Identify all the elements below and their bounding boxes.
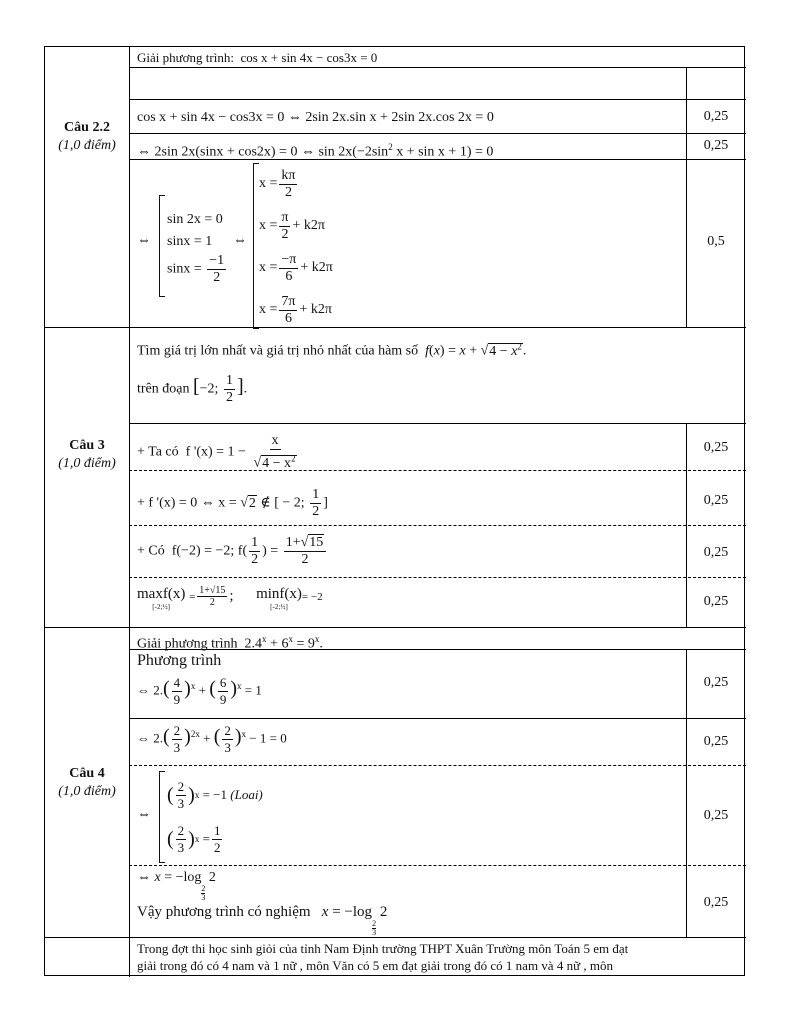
column-divider-left <box>129 47 130 977</box>
q5-text: Trong đợt thi học sinh giỏi của tỉnh Nam Định trường THPT Xuân Trường môn Toán 5 em đạt giải trong đó có 4 nam và 1 nữ , môn Văn có 5 em đạt giải trong đó có 1 nam và 4 nữ , môn <box>137 941 629 973</box>
q22-system <box>167 209 228 286</box>
q3-score2: 0,25 <box>703 493 729 508</box>
q22-score3: 0,5 <box>707 234 725 249</box>
q3-step2: + f '(x) = 0 ⇔ x = √2 ∉ [ − 2; $\frac{1}{2}$ ] <box>137 487 328 519</box>
question-label-q3: Câu 3 (1,0 điểm) <box>58 438 116 471</box>
row-line <box>129 133 746 134</box>
q22-prompt: Giải phương trình: cos x + sin 4x − cos3x = 0 <box>137 50 378 65</box>
q3-step1: + Ta có f '(x) = 1 − $\frac{x}{√4 - x^2}$ <box>137 433 296 471</box>
row-line <box>129 718 746 719</box>
question-label-q4: Câu 4 (1,0 điểm) <box>58 766 116 799</box>
brace-q4 <box>159 771 165 863</box>
q3-score3: 0,25 <box>703 545 729 560</box>
brace-left <box>159 195 165 297</box>
q4-score2: 0,25 <box>703 734 729 749</box>
row-line <box>129 525 746 526</box>
q22-score2: 0,25 <box>703 138 729 153</box>
q4-conclusion: Vậy phương trình có nghiệm x = −log $_{\frac{2}{3}}$ 2 <box>137 904 388 937</box>
q3-step3: + Có f(−2) = −2; f( $\frac{1}{2}$ ) = $\frac{1+√15}{2}$ <box>137 535 328 568</box>
row-line <box>129 865 746 866</box>
row-line <box>129 577 746 578</box>
q4-prompt: Giải phương trình $2.4^x + 6^x = 9^x$. <box>137 634 323 652</box>
q4-step4: ⇔ x = −log $_{\frac{2}{3}}$ 2 <box>137 870 216 902</box>
q4-line1: Phương trình <box>137 652 222 669</box>
q3-step4: maxf(x) [-2;½] = $\frac{1+√15}{2}$ ; minf(x) [-2;½] = −2 <box>137 585 323 611</box>
answer-table: Câu 2.2 (1,0 điểm) Giải phương trình: cos x + sin 4x − cos3x = 0 cos x + sin 4x − cos3x = 0 ⇔ 2sin 2x.sin x + 2sin 2x.cos 2x = 0 0,25 ⇔ 2sin 2x(sinx + cos2x) = 0 ⇔ $\sin 2x(-2\sin^2$ x + sin x + 1) = 0 0,25 ⇔ sin 2x = 0 sinx = 1 sinx = $\frac{-1}{2}$ ⇔ x = $\frac{k\pi}{2}$ x = $\frac{\pi}{2}$ + k2π x = $\frac{-\pi}{6}$ + k2π x = $\frac{7\pi}{6}$ + k2π 0,5 Câu 3 (1,0 điểm) Tìm giá trị lớn nhất và giá trị nhỏ nhất của hàm số $f(x) = x + √4 - x^2$. trên đoạn [−2; $\frac{1}{2}$ ]. + Ta có f '(x) = 1 − $\frac{x}{√4 - x^2}$ 0,25 + f '(x) = 0 ⇔ x = √2 ∉ [ − 2; $\frac{1}{2}$ ] 0,25 + Có f(−2) = −2; f( $\frac{1}{2}$ ) = $\frac{1+√15}{2}$ 0,25 maxf(x) [-2;½] = $\frac{1+√15}{2}$ ; minf(x) [-2;½] = −2 0,25 Câu 4 (1,0 điểm) Giải phương trình $2.4^x + 6^x = 9^x$. Phương trình ⇔ 2.( $\frac{4}{9}$ )$^x$ + ( $\frac{6}{9}$ )$^x$ = 1 0,25 ⇔ 2.( $\frac{2}{3}$ )$^{2x}$ + ( $\frac{2}{3}$ )$^x$ − 1 = 0 0,25 ⇔ ( $\frac{2}{3}$ ) x = −1 (Loai) ( $\frac{2}{3}$ ) x = $\frac{1}{2}$ 0,25 ⇔ x = −log $_{\frac{2}{3}}$ 2 Vậy phương trình có nghiệm x = −log $_{\frac{2}{3}}$ 2 0,25 Trong đợt thi học sinh giỏi của tỉnh Nam Định trường THPT Xuân Trường môn Toán 5 em đạt giải trong đó có 4 nam và 1 nữ , môn Văn có 5 em đạt giải trong đó có 1 nam và 4 nữ , môn <box>44 46 745 976</box>
q4-score3: 0,25 <box>703 808 729 823</box>
q3-interval: trên đoạn [−2; $\frac{1}{2}$ ]. <box>137 373 248 405</box>
row-line <box>129 67 746 68</box>
q22-solutions: x = $\frac{k\pi}{2}$ x = $\frac{\pi}{2}$ + k2π x = $\frac{-\pi}{6}$ + k2π x = $\frac{7\pi}{6}$ + k2π <box>259 167 333 326</box>
q4-step3: ( $\frac{2}{3}$ ) x = −1 (Loai) ( $\frac{2}{3}$ ) x = $\frac{1}{2}$ <box>167 778 263 855</box>
row-line <box>129 423 746 424</box>
section-line <box>45 627 746 628</box>
q4-step1: ⇔ 2.( $\frac{4}{9}$ )$^x$ + ( $\frac{6}{9}$ )$^x$ = 1 <box>137 675 262 707</box>
row-line <box>129 99 746 100</box>
question-label-q22: Câu 2.2 (1,0 điểm) <box>58 120 116 153</box>
row-line <box>129 765 746 766</box>
column-divider-score-q4 <box>686 649 687 937</box>
section-line <box>45 327 746 328</box>
q3-prompt: Tìm giá trị lớn nhất và giá trị nhỏ nhất của hàm số $f(x) = x + √4 - x^2$. <box>137 341 527 359</box>
q22-sys-1: sin 2x = 0 <box>167 212 223 227</box>
section-line <box>45 937 746 938</box>
q4-score4: 0,25 <box>703 895 729 910</box>
q22-step1: cos x + sin 4x − cos3x = 0 ⇔ 2sin 2x.sin x + 2sin 2x.cos 2x = 0 <box>137 110 494 125</box>
q22-step2: ⇔ 2sin 2x(sinx + cos2x) = 0 ⇔ $\sin 2x(-2\sin^2$ x + sin x + 1) = 0 <box>137 142 494 160</box>
q3-score1: 0,25 <box>703 440 729 455</box>
q22-sys-2: sinx = 1 <box>167 234 213 249</box>
column-divider-score-q22 <box>686 67 687 327</box>
q22-score1: 0,25 <box>703 109 729 124</box>
q4-step2: ⇔ 2.( $\frac{2}{3}$ )$^{2x}$ + ( $\frac{2}{3}$ )$^x$ − 1 = 0 <box>137 723 287 755</box>
q4-score1: 0,25 <box>703 675 729 690</box>
q22-sys-3: sinx = $\frac{-1}{2}$ <box>167 253 225 285</box>
q3-score4: 0,25 <box>703 594 729 609</box>
